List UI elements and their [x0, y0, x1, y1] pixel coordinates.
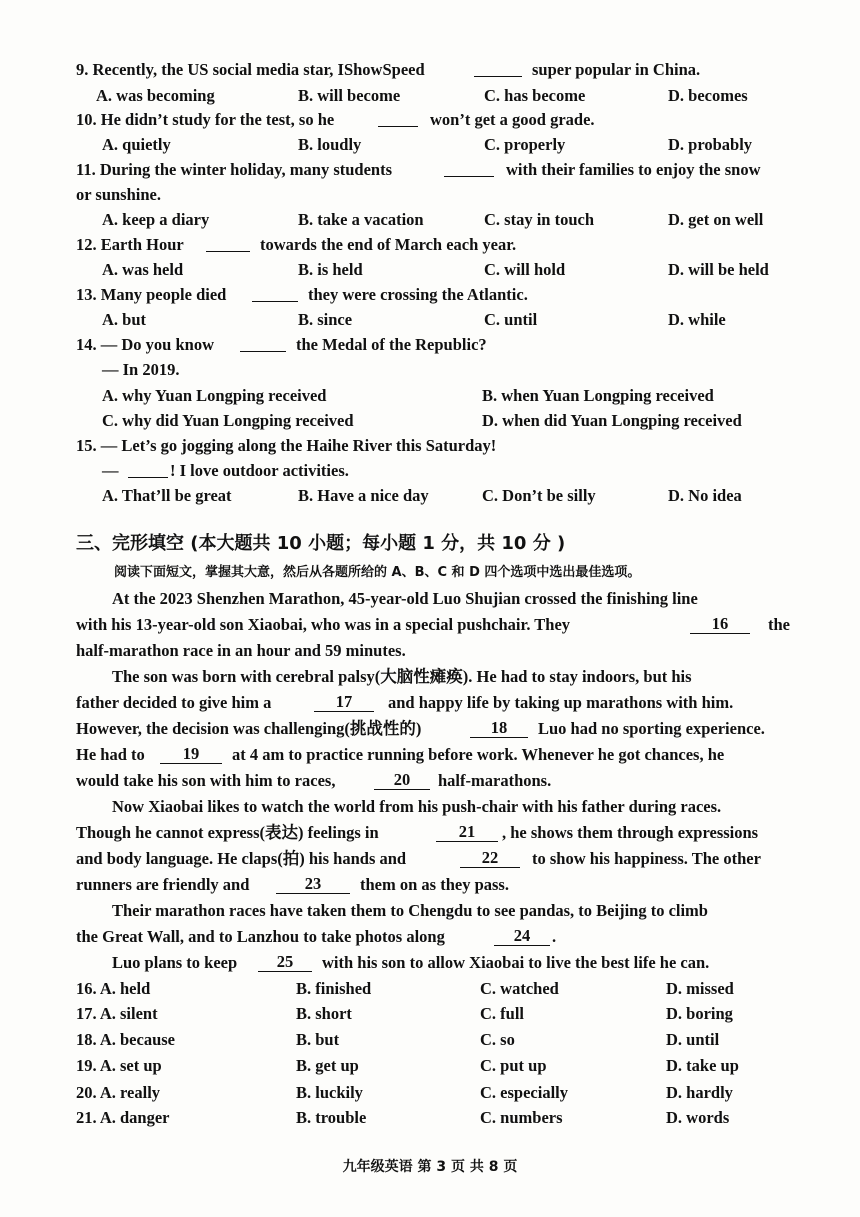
option-c: C. watched [480, 979, 559, 998]
option-b: B. will become [298, 86, 401, 105]
blank-20: 20 [374, 771, 430, 790]
option-b: B. Have a nice day [298, 486, 429, 505]
option-a: 19. A. set up [76, 1056, 162, 1075]
option-b: B. trouble [296, 1108, 367, 1127]
option-a: A. quietly [102, 135, 171, 154]
option-b: B. take a vacation [298, 210, 424, 229]
answer-blank [444, 162, 494, 177]
option-a: A. but [102, 310, 147, 329]
blank-22: 22 [460, 849, 520, 868]
option-d: D. boring [666, 1004, 733, 1023]
option-c: C. so [480, 1030, 515, 1049]
option-c: C. full [480, 1004, 525, 1023]
option-a: 18. A. because [76, 1030, 175, 1049]
option-b: B. luckily [296, 1083, 363, 1102]
blank-19: 19 [160, 745, 222, 764]
option-b: B. get up [296, 1056, 359, 1075]
blank-24: 24 [494, 927, 550, 946]
option-c: C. properly [484, 135, 566, 154]
option-d: D. while [668, 310, 726, 329]
option-c: C. why did Yuan Longping received [102, 411, 354, 430]
option-c: C. stay in touch [484, 210, 595, 229]
answer-blank [252, 287, 298, 302]
option-d: D. get on well [668, 210, 764, 229]
answer-blank [240, 337, 286, 352]
option-b: B. but [296, 1030, 340, 1049]
option-d: D. hardly [666, 1083, 733, 1102]
option-c: C. Don’t be silly [482, 486, 596, 505]
option-b: B. since [298, 310, 353, 329]
option-b: B. when Yuan Longping received [482, 386, 714, 405]
option-d: D. when did Yuan Longping received [482, 411, 742, 430]
option-a: 17. A. silent [76, 1004, 158, 1023]
option-d: D. take up [666, 1056, 739, 1075]
option-c: C. until [484, 310, 538, 329]
option-a: 20. A. really [76, 1083, 161, 1102]
option-d: D. probably [668, 135, 753, 154]
option-d: D. will be held [668, 260, 769, 279]
blank-23: 23 [276, 875, 350, 894]
option-a: A. was held [102, 260, 184, 279]
answer-blank [378, 112, 418, 127]
option-a: 21. A. danger [76, 1108, 170, 1127]
option-a: 16. A. held [76, 979, 151, 998]
option-b: B. finished [296, 979, 372, 998]
option-d: D. missed [666, 979, 734, 998]
option-b: B. is held [298, 260, 363, 279]
option-c: C. has become [484, 86, 586, 105]
answer-blank [474, 62, 522, 77]
blank-18: 18 [470, 719, 528, 738]
option-c: C. put up [480, 1056, 547, 1075]
option-d: D. words [666, 1108, 730, 1127]
blank-25: 25 [258, 953, 312, 972]
option-c: C. especially [480, 1083, 568, 1102]
option-d: D. until [666, 1030, 720, 1049]
option-a: A. keep a diary [102, 210, 210, 229]
option-a: A. why Yuan Longping received [102, 386, 327, 405]
answer-blank [128, 463, 168, 478]
exam-page: 9. Recently, the US social media star, IShowSpeed super popular in China. A. was becoming B. will become C. has become D. becomes 10. He didn’t study for the test, so he won’t get a good grade. A. quietly B. loudly C. properly D. probably 11. During the winter holiday, many students with their families to enjoy the snow or sunshine. A. keep a diary B. take a vacation C. stay in touch D. get on well 12. Earth Hour towards the end of March each year. A. was held B. is held C. will hold D. will be held 13. Many people died they were crossing the Atlantic. A. but B. since C. until D. while 14. — Do you know the Medal of the Republic? — In 2019. A. why Yuan Longping received B. when Yuan Longping received C. why did Yuan Longping received D. when did Yuan Longping received 15. — Let’s go jogging along the Haihe River this Saturday! — ! I love outdoor activities. A. That’ll be great B. Have a nice day C. Don’t be silly D. No idea 三、完形填空 (本大题共 10 小题；每小题 1 分，共 10 分 ) 阅读下面短文，掌握其大意，然后从各题所给的 A、B、C 和 D 四个选项中选出最佳选项。 At the 2023 Shenzhen Marathon, 45-year-old Luo Shujian crossed the finishing line with his 13-year-old son Xiaobai, who was in a special pushchair. They 16 the half-marathon race in an hour and 59 minutes. The son was born with cerebral palsy(大脑性瘫痪). He had to stay indoors, but his father decided to give him a 17 and happy life by taking up marathons with him. However, the decision was challenging(挑战性的) 18 Luo had no sporting experience. He had to 19 at 4 am to practice running before work. Whenever he got chances, he would take his son with him to races, 20 half-marathons. Now Xiaobai likes to watch the world from his push-chair with his father during races. Though he cannot express(表达) feelings in 21 , he shows them through expressions and body language. He claps(拍) his hands and 22 to show his happiness. The other runners are friendly and 23 them on as they pass. Their marathon races have taken them to Chengdu to see pandas, to Beijing to climb the Great Wall, and to Lanzhou to take photos along 24 . Luo plans to keep 25 with his son to allow Xiaobai to live the best life he can. 16. A. held B. finished C. watched D. missed 17. A. silent B. short C. full D. boring 18. A. because B. but C. so D. until 19. A. set up B. get up C. put up D. take up 20. A. really B. luckily C. especially D. hardly 21. A. danger B. trouble C. numbers D. words 九年级英语 第 3 页 共 8 页 [0, 0, 860, 1217]
option-d: D. becomes [668, 86, 748, 105]
option-a: A. That’ll be great [102, 486, 232, 505]
option-b: B. short [296, 1004, 352, 1023]
option-d: D. No idea [668, 486, 742, 505]
answer-blank [206, 237, 250, 252]
blank-21: 21 [436, 823, 498, 842]
blank-16: 16 [690, 615, 750, 634]
option-c: C. numbers [480, 1108, 563, 1127]
option-b: B. loudly [298, 135, 362, 154]
option-a: A. was becoming [96, 86, 215, 105]
page-footer: 九年级英语 第 3 页 共 8 页 [342, 1159, 518, 1175]
option-c: C. will hold [484, 260, 566, 279]
blank-17: 17 [314, 693, 374, 712]
